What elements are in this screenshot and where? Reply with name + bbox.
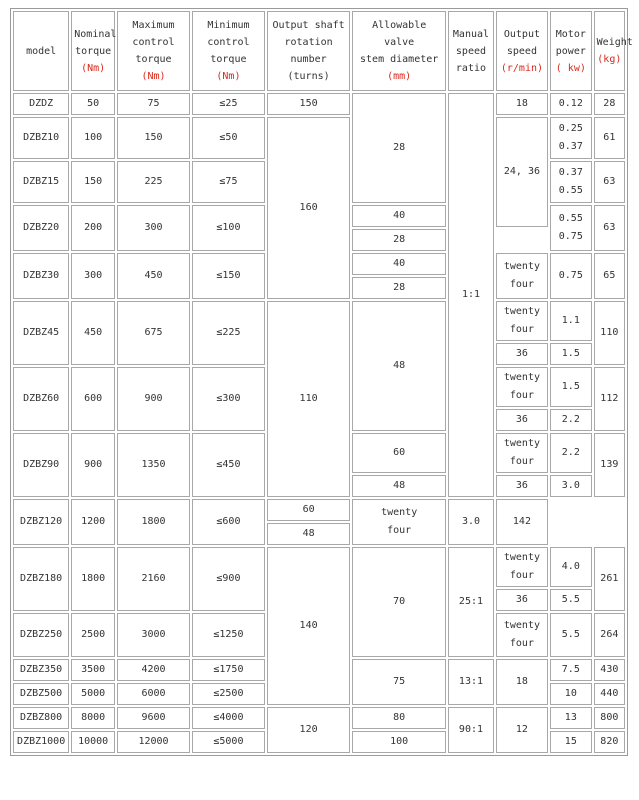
cell-nominal-torque: 1200 — [71, 499, 115, 545]
cell-motor-power: 10 — [550, 683, 592, 705]
cell-min-torque: ≤75 — [192, 161, 265, 203]
cell-min-torque: ≤450 — [192, 433, 265, 497]
cell-manual-ratio: 90:1 — [448, 707, 494, 753]
cell-model: DZBZ1000 — [13, 731, 69, 753]
cell-weight: 142 — [496, 499, 548, 545]
cell-nominal-torque: 450 — [71, 301, 115, 365]
cell-max-torque: 450 — [117, 253, 190, 299]
cell-output-speed: twenty four — [352, 499, 446, 545]
cell-motor-power: 15 — [550, 731, 592, 753]
cell-min-torque: ≤50 — [192, 117, 265, 159]
cell-min-torque: ≤100 — [192, 205, 265, 251]
cell-stem-diameter: 40 — [352, 205, 446, 227]
cell-nominal-torque: 100 — [71, 117, 115, 159]
cell-weight: 63 — [594, 205, 625, 251]
cell-stem-diameter: 80 — [352, 707, 446, 729]
cell-max-torque: 9600 — [117, 707, 190, 729]
cell-max-torque: 1350 — [117, 433, 190, 497]
cell-stem-diameter: 70 — [352, 547, 446, 657]
cell-min-torque: ≤5000 — [192, 731, 265, 753]
cell-nominal-torque: 900 — [71, 433, 115, 497]
cell-motor-power: 0.25 0.37 — [550, 117, 592, 159]
cell-model: DZBZ15 — [13, 161, 69, 203]
cell-output-speed: 18 — [496, 93, 548, 115]
cell-output-speed: 36 — [496, 475, 548, 497]
cell-max-torque: 225 — [117, 161, 190, 203]
cell-max-torque: 75 — [117, 93, 190, 115]
cell-shaft-turns: 160 — [267, 117, 350, 299]
cell-shaft-turns: 110 — [267, 301, 350, 497]
col-header-output-speed: Output speed (r/min) — [496, 11, 548, 91]
col-header-max-control-torque: Maximum control torque (Nm) — [117, 11, 190, 91]
cell-max-torque: 3000 — [117, 613, 190, 657]
cell-manual-ratio: 1:1 — [448, 93, 494, 497]
cell-nominal-torque: 50 — [71, 93, 115, 115]
col-header-min-control-torque: Minimum control torque (Nm) — [192, 11, 265, 91]
cell-stem-diameter: 28 — [352, 93, 446, 203]
cell-max-torque: 900 — [117, 367, 190, 431]
col-header-valve-stem-diameter: Allowable valve stem diameter (mm) — [352, 11, 446, 91]
cell-motor-power: 13 — [550, 707, 592, 729]
cell-model: DZBZ60 — [13, 367, 69, 431]
cell-motor-power: 2.2 — [550, 433, 592, 473]
cell-output-speed: 24, 36 — [496, 117, 548, 227]
cell-output-speed: twenty four — [496, 613, 548, 657]
cell-motor-power: 0.75 — [550, 253, 592, 299]
cell-weight: 430 — [594, 659, 625, 681]
cell-motor-power: 1.5 — [550, 343, 592, 365]
cell-weight: 61 — [594, 117, 625, 159]
cell-stem-diameter: 48 — [267, 523, 350, 545]
table-row — [13, 707, 625, 729]
cell-weight: 264 — [594, 613, 625, 657]
cell-output-speed: 18 — [496, 659, 548, 705]
cell-min-torque: ≤4000 — [192, 707, 265, 729]
cell-output-speed: 36 — [496, 343, 548, 365]
cell-model: DZBZ45 — [13, 301, 69, 365]
cell-weight: 110 — [594, 301, 625, 365]
cell-output-speed: twenty four — [496, 547, 548, 587]
cell-nominal-torque: 600 — [71, 367, 115, 431]
cell-model: DZBZ800 — [13, 707, 69, 729]
cell-min-torque: ≤1250 — [192, 613, 265, 657]
cell-stem-diameter: 28 — [352, 229, 446, 251]
cell-nominal-torque: 2500 — [71, 613, 115, 657]
cell-stem-diameter: 48 — [352, 301, 446, 431]
cell-model: DZBZ120 — [13, 499, 69, 545]
cell-motor-power: 7.5 — [550, 659, 592, 681]
cell-nominal-torque: 1800 — [71, 547, 115, 611]
cell-stem-diameter: 60 — [267, 499, 350, 521]
cell-model: DZBZ10 — [13, 117, 69, 159]
cell-weight: 112 — [594, 367, 625, 431]
cell-min-torque: ≤300 — [192, 367, 265, 431]
cell-nominal-torque: 300 — [71, 253, 115, 299]
col-header-model: model — [13, 11, 69, 91]
cell-output-speed: twenty four — [496, 253, 548, 299]
table-row — [13, 93, 625, 115]
cell-output-speed: twenty four — [496, 433, 548, 473]
actuator-spec-table — [10, 8, 633, 756]
cell-shaft-turns: 150 — [267, 93, 350, 115]
cell-min-torque: ≤600 — [192, 499, 265, 545]
cell-model: DZBZ350 — [13, 659, 69, 681]
cell-motor-power: 0.37 0.55 — [550, 161, 592, 203]
cell-output-speed: twenty four — [496, 367, 548, 407]
cell-motor-power: 1.5 — [550, 367, 592, 407]
cell-motor-power: 0.12 — [550, 93, 592, 115]
cell-max-torque: 1800 — [117, 499, 190, 545]
cell-weight: 800 — [594, 707, 625, 729]
cell-nominal-torque: 200 — [71, 205, 115, 251]
cell-max-torque: 675 — [117, 301, 190, 365]
table-row — [13, 499, 625, 521]
cell-manual-ratio: 25:1 — [448, 547, 494, 657]
cell-min-torque: ≤1750 — [192, 659, 265, 681]
cell-stem-diameter: 60 — [352, 433, 446, 473]
cell-max-torque: 12000 — [117, 731, 190, 753]
table-row — [13, 117, 625, 159]
cell-shaft-turns: 120 — [267, 707, 350, 753]
cell-model: DZBZ90 — [13, 433, 69, 497]
cell-max-torque: 6000 — [117, 683, 190, 705]
cell-max-torque: 150 — [117, 117, 190, 159]
cell-weight: 63 — [594, 161, 625, 203]
cell-max-torque: 4200 — [117, 659, 190, 681]
cell-output-speed: 36 — [496, 589, 548, 611]
table-row — [13, 547, 625, 587]
cell-manual-ratio: 13:1 — [448, 659, 494, 705]
table-row — [13, 301, 625, 341]
cell-nominal-torque: 8000 — [71, 707, 115, 729]
cell-min-torque: ≤900 — [192, 547, 265, 611]
cell-stem-diameter: 40 — [352, 253, 446, 275]
cell-motor-power: 4.0 — [550, 547, 592, 587]
cell-motor-power: 5.5 — [550, 589, 592, 611]
cell-nominal-torque: 150 — [71, 161, 115, 203]
cell-output-speed: 12 — [496, 707, 548, 753]
cell-weight: 65 — [594, 253, 625, 299]
col-header-weight: Weight (kg) — [594, 11, 625, 91]
cell-min-torque: ≤2500 — [192, 683, 265, 705]
cell-weight: 261 — [594, 547, 625, 611]
cell-min-torque: ≤25 — [192, 93, 265, 115]
cell-stem-diameter: 28 — [352, 277, 446, 299]
col-header-motor-power: Motor power ( kw) — [550, 11, 592, 91]
cell-nominal-torque: 10000 — [71, 731, 115, 753]
cell-min-torque: ≤225 — [192, 301, 265, 365]
cell-stem-diameter: 75 — [352, 659, 446, 705]
cell-model: DZBZ180 — [13, 547, 69, 611]
cell-weight: 820 — [594, 731, 625, 753]
cell-motor-power: 3.0 — [448, 499, 494, 545]
cell-nominal-torque: 5000 — [71, 683, 115, 705]
cell-weight: 28 — [594, 93, 625, 115]
cell-motor-power: 1.1 — [550, 301, 592, 341]
cell-model: DZBZ500 — [13, 683, 69, 705]
col-header-output-shaft-turns: Output shaft rotation number (turns) — [267, 11, 350, 91]
cell-motor-power: 5.5 — [550, 613, 592, 657]
cell-model: DZDZ — [13, 93, 69, 115]
header-row — [13, 11, 625, 91]
cell-max-torque: 300 — [117, 205, 190, 251]
cell-shaft-turns: 140 — [267, 547, 350, 705]
cell-model: DZBZ30 — [13, 253, 69, 299]
cell-max-torque: 2160 — [117, 547, 190, 611]
cell-output-speed: 36 — [496, 409, 548, 431]
cell-nominal-torque: 3500 — [71, 659, 115, 681]
col-header-manual-speed-ratio: Manual speed ratio — [448, 11, 494, 91]
cell-motor-power: 3.0 — [550, 475, 592, 497]
cell-motor-power: 2.2 — [550, 409, 592, 431]
cell-model: DZBZ20 — [13, 205, 69, 251]
cell-motor-power: 0.55 0.75 — [550, 205, 592, 251]
spec-table-wrapper — [10, 8, 633, 756]
cell-model: DZBZ250 — [13, 613, 69, 657]
cell-weight: 139 — [594, 433, 625, 497]
cell-min-torque: ≤150 — [192, 253, 265, 299]
cell-stem-diameter: 48 — [352, 475, 446, 497]
cell-stem-diameter: 100 — [352, 731, 446, 753]
col-header-nominal-torque: Nominal torque (Nm) — [71, 11, 115, 91]
cell-output-speed: twenty four — [496, 301, 548, 341]
cell-weight: 440 — [594, 683, 625, 705]
